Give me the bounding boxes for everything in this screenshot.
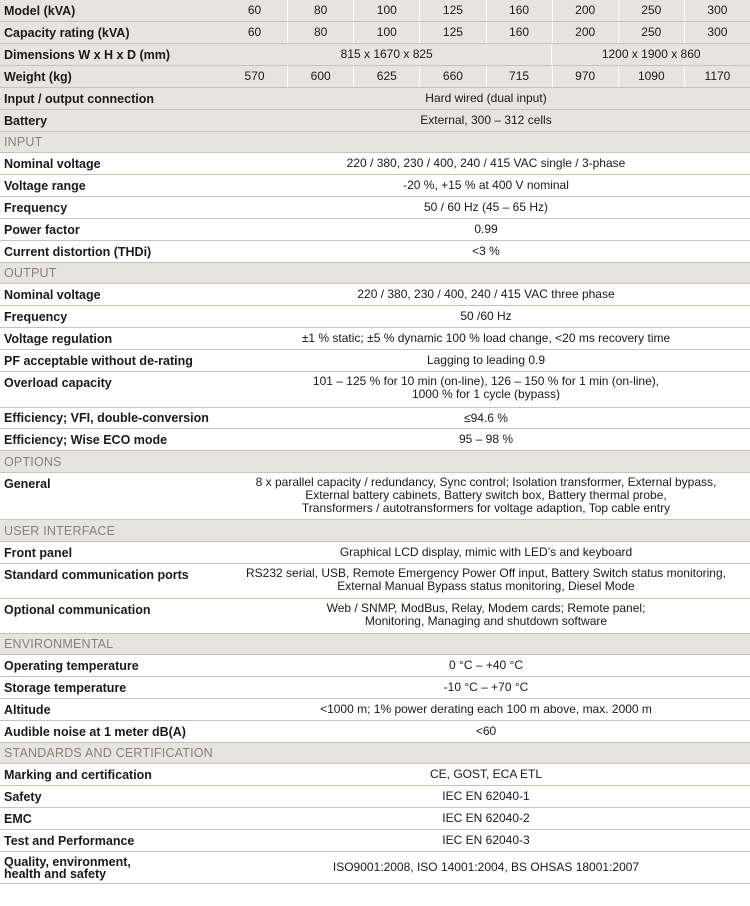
spec-value-lines bbox=[476, 725, 496, 738]
spec-row-emc bbox=[0, 808, 750, 830]
spec-value-line: 50 / 60 Hz (45 – 65 Hz) bbox=[423, 200, 549, 214]
spec-value-line: 95 – 98 % bbox=[458, 432, 514, 446]
spec-cell: 715 bbox=[486, 66, 552, 87]
spec-value-lines bbox=[449, 659, 523, 672]
spec-value-lines bbox=[302, 332, 670, 345]
spec-value-line: 101 – 125 % for 10 min (on-line), 126 – 150 % for 1 min (on-line), bbox=[312, 374, 660, 388]
section-title: STANDARDS AND CERTIFICATION bbox=[4, 746, 213, 760]
spec-value-lines bbox=[347, 157, 626, 170]
spec-value-lines bbox=[442, 790, 529, 803]
spec-cell: 300 bbox=[684, 22, 750, 43]
spec-value-lines bbox=[246, 567, 726, 593]
spec-values bbox=[222, 655, 750, 676]
spec-row-capacity bbox=[0, 22, 750, 44]
spec-label: Frequency bbox=[4, 200, 68, 215]
spec-values bbox=[222, 564, 750, 598]
spec-label: Overload capacity bbox=[4, 376, 112, 390]
spec-value bbox=[222, 721, 750, 742]
spec-value bbox=[222, 350, 750, 371]
spec-row-output-frequency bbox=[0, 306, 750, 328]
spec-value-line: <60 bbox=[475, 724, 497, 738]
spec-value-lines bbox=[442, 812, 529, 825]
spec-value bbox=[222, 677, 750, 698]
spec-value-line: <3 % bbox=[472, 244, 500, 258]
spec-value bbox=[222, 852, 750, 883]
spec-value bbox=[222, 284, 750, 305]
spec-cell: External, 300 – 312 cells bbox=[420, 113, 552, 127]
spec-value-lines bbox=[313, 375, 659, 401]
spec-row-storage-temperature bbox=[0, 677, 750, 699]
spec-value-lines bbox=[327, 602, 646, 628]
spec-value-lines bbox=[474, 223, 497, 236]
section-header-input bbox=[0, 132, 750, 153]
spec-values bbox=[222, 197, 750, 218]
spec-label: Efficiency; Wise ECO mode bbox=[4, 432, 168, 447]
spec-value-lines bbox=[430, 768, 542, 781]
spec-values bbox=[222, 284, 750, 305]
spec-cell: 100 bbox=[353, 0, 419, 21]
spec-label: Standard communication ports bbox=[4, 568, 189, 582]
spec-value bbox=[222, 764, 750, 785]
spec-value bbox=[222, 306, 750, 327]
spec-cell: 1200 x 1900 x 860 bbox=[551, 44, 750, 65]
spec-label: Nominal voltage bbox=[4, 156, 101, 171]
spec-value-lines bbox=[442, 834, 529, 847]
spec-label: Optional communication bbox=[4, 603, 151, 617]
spec-row-dimensions bbox=[0, 44, 750, 66]
spec-value-lines bbox=[459, 433, 513, 446]
spec-values bbox=[222, 219, 750, 240]
spec-label: Nominal voltage bbox=[4, 287, 101, 302]
spec-row-quality-environment bbox=[0, 852, 750, 884]
spec-values bbox=[222, 764, 750, 785]
spec-value bbox=[222, 699, 750, 720]
spec-values bbox=[222, 677, 750, 698]
spec-values bbox=[222, 66, 750, 87]
spec-values bbox=[222, 22, 750, 43]
spec-row-safety bbox=[0, 786, 750, 808]
spec-value-line: Graphical LCD display, mimic with LED’s and keyboard bbox=[339, 545, 633, 559]
spec-value bbox=[222, 153, 750, 174]
spec-values bbox=[222, 830, 750, 851]
spec-values bbox=[222, 110, 750, 131]
spec-row-efficiency-eco bbox=[0, 429, 750, 451]
spec-values bbox=[222, 808, 750, 829]
spec-value-lines bbox=[357, 288, 614, 301]
spec-row-marking-certification bbox=[0, 764, 750, 786]
spec-value bbox=[222, 328, 750, 349]
section-title: ENVIRONMENTAL bbox=[4, 637, 114, 651]
spec-label: Weight (kg) bbox=[4, 69, 72, 84]
spec-label: Quality, environment, health and safety bbox=[4, 854, 131, 881]
spec-value-line: Monitoring, Managing and shutdown software bbox=[364, 614, 608, 628]
spec-label: EMC bbox=[4, 811, 32, 826]
spec-values bbox=[222, 429, 750, 450]
spec-values bbox=[222, 542, 750, 563]
spec-value-line: IEC EN 62040-3 bbox=[442, 833, 530, 847]
spec-row-front-panel bbox=[0, 542, 750, 564]
spec-cell: Hard wired (dual input) bbox=[425, 91, 547, 105]
spec-cell: 100 bbox=[353, 22, 419, 43]
spec-row-general bbox=[0, 473, 750, 520]
spec-value-line: RS232 serial, USB, Remote Emergency Power Off input, Battery Switch status monitoring, bbox=[246, 566, 726, 580]
spec-value-line: Web / SNMP, ModBus, Relay, Modem cards; Remote panel; bbox=[326, 601, 646, 615]
spec-label: Model (kVA) bbox=[4, 3, 76, 18]
spec-row-standard-communication-ports bbox=[0, 564, 750, 599]
spec-row-altitude bbox=[0, 699, 750, 721]
spec-value-lines bbox=[472, 245, 500, 258]
spec-value-lines bbox=[333, 861, 639, 874]
spec-row-input-frequency bbox=[0, 197, 750, 219]
spec-value-line: 50 /60 Hz bbox=[460, 309, 512, 323]
spec-value bbox=[222, 429, 750, 450]
spec-value-line: External Manual Bypass status monitoring, Diesel Mode bbox=[337, 579, 635, 593]
spec-label: Voltage range bbox=[4, 178, 86, 193]
spec-cell: 60 bbox=[247, 25, 262, 39]
spec-value bbox=[222, 219, 750, 240]
spec-values bbox=[222, 306, 750, 327]
spec-value bbox=[222, 808, 750, 829]
spec-values bbox=[222, 852, 750, 883]
spec-value-lines bbox=[464, 412, 508, 425]
section-title: INPUT bbox=[4, 135, 43, 149]
spec-value bbox=[222, 564, 750, 598]
spec-value bbox=[222, 830, 750, 851]
spec-label: Power factor bbox=[4, 222, 80, 237]
spec-value-line: External battery cabinets, Battery switch box, Battery thermal probe, bbox=[305, 488, 667, 502]
spec-values bbox=[222, 372, 750, 407]
spec-cell: 250 bbox=[618, 0, 684, 21]
spec-value-line: 8 x parallel capacity / redundancy, Sync control; Isolation transformer, External bypass, bbox=[255, 475, 717, 489]
spec-values bbox=[222, 328, 750, 349]
spec-value-line: ±1 % static; ±5 % dynamic 100 % load change, <20 ms recovery time bbox=[301, 331, 671, 345]
spec-cell: 60 bbox=[247, 3, 262, 17]
spec-cell: 1170 bbox=[684, 66, 750, 87]
spec-row-efficiency-vfi bbox=[0, 408, 750, 429]
spec-cell: 600 bbox=[287, 66, 353, 87]
spec-label: Operating temperature bbox=[4, 658, 139, 673]
spec-values bbox=[222, 408, 750, 428]
spec-value-line: -20 %, +15 % at 400 V nominal bbox=[403, 178, 569, 192]
spec-values bbox=[222, 699, 750, 720]
spec-cell: 300 bbox=[684, 0, 750, 21]
section-header-environmental bbox=[0, 634, 750, 655]
spec-value bbox=[222, 786, 750, 807]
spec-value-lines bbox=[403, 179, 569, 192]
spec-label: Altitude bbox=[4, 702, 51, 717]
spec-value bbox=[222, 175, 750, 196]
spec-value bbox=[222, 408, 750, 428]
spec-value-lines bbox=[444, 681, 529, 694]
spec-value bbox=[222, 473, 750, 519]
spec-label: Test and Performance bbox=[4, 833, 135, 848]
spec-value-lines bbox=[340, 546, 632, 559]
spec-value-line: 220 / 380, 230 / 400, 240 / 415 VAC single / 3-phase bbox=[346, 156, 626, 170]
spec-values bbox=[222, 44, 750, 65]
spec-row-pf-acceptable bbox=[0, 350, 750, 372]
spec-cell: 1090 bbox=[618, 66, 684, 87]
spec-label: Battery bbox=[4, 113, 48, 128]
spec-value-line: -10 °C – +70 °C bbox=[443, 680, 529, 694]
spec-row-current-distortion bbox=[0, 241, 750, 263]
spec-row-voltage-regulation bbox=[0, 328, 750, 350]
spec-value bbox=[222, 372, 750, 407]
spec-label: Current distortion (THDi) bbox=[4, 244, 152, 259]
spec-label: Safety bbox=[4, 789, 42, 804]
section-header-user-interface bbox=[0, 520, 750, 542]
spec-label: Storage temperature bbox=[4, 680, 127, 695]
spec-row-voltage-range bbox=[0, 175, 750, 197]
spec-value-lines bbox=[256, 476, 717, 515]
spec-cell: 815 x 1670 x 825 bbox=[340, 47, 433, 61]
section-title: OPTIONS bbox=[4, 454, 62, 469]
spec-row-weight bbox=[0, 66, 750, 88]
spec-cell: 125 bbox=[419, 0, 485, 21]
spec-value-line: IEC EN 62040-2 bbox=[442, 811, 530, 825]
spec-value-lines bbox=[320, 703, 652, 716]
spec-value-line: CE, GOST, ECA ETL bbox=[429, 767, 543, 781]
spec-value-line: 0 °C – +40 °C bbox=[449, 658, 523, 672]
spec-value-line: 0.99 bbox=[474, 222, 498, 236]
spec-cell: 970 bbox=[552, 66, 618, 87]
spec-label: Frequency bbox=[4, 309, 68, 324]
spec-values bbox=[222, 350, 750, 371]
spec-value bbox=[222, 655, 750, 676]
spec-values bbox=[222, 786, 750, 807]
spec-value-line: 220 / 380, 230 / 400, 240 / 415 VAC three phase bbox=[357, 287, 615, 301]
spec-values bbox=[222, 599, 750, 633]
spec-value-lines bbox=[424, 201, 548, 214]
spec-cell: 200 bbox=[552, 22, 618, 43]
spec-row-overload-capacity bbox=[0, 372, 750, 408]
spec-value bbox=[222, 197, 750, 218]
spec-row-input-nominal-voltage bbox=[0, 153, 750, 175]
spec-value-line: Lagging to leading 0.9 bbox=[426, 353, 546, 367]
spec-cell: 625 bbox=[353, 66, 419, 87]
spec-row-optional-communication bbox=[0, 599, 750, 634]
spec-row-output-nominal-voltage bbox=[0, 284, 750, 306]
spec-value bbox=[222, 542, 750, 563]
spec-cell: 250 bbox=[618, 22, 684, 43]
spec-label: Dimensions W x H x D (mm) bbox=[4, 47, 170, 62]
spec-value-line: ≤94.6 % bbox=[464, 410, 508, 425]
spec-label: Efficiency; VFI, double-conversion bbox=[4, 411, 209, 425]
spec-cell: 80 bbox=[287, 0, 353, 21]
spec-cell: 160 bbox=[486, 0, 552, 21]
spec-cell: 160 bbox=[486, 22, 552, 43]
spec-row-model bbox=[0, 0, 750, 22]
section-header-output bbox=[0, 263, 750, 284]
spec-label: Voltage regulation bbox=[4, 331, 113, 346]
spec-value-line: ISO9001:2008, ISO 14001:2004, BS OHSAS 18001:2007 bbox=[332, 860, 640, 874]
spec-values bbox=[222, 153, 750, 174]
spec-cell: 660 bbox=[419, 66, 485, 87]
spec-row-io-connection bbox=[0, 88, 750, 110]
spec-value-line: 1000 % for 1 cycle (bypass) bbox=[411, 387, 561, 401]
section-title: OUTPUT bbox=[4, 266, 57, 280]
spec-values bbox=[222, 0, 750, 21]
spec-values bbox=[222, 241, 750, 262]
spec-value-line: IEC EN 62040-1 bbox=[442, 789, 530, 803]
spec-values bbox=[222, 175, 750, 196]
spec-row-test-performance bbox=[0, 830, 750, 852]
spec-value bbox=[222, 599, 750, 633]
spec-label: General bbox=[4, 477, 51, 491]
spec-values bbox=[222, 88, 750, 109]
spec-row-audible-noise bbox=[0, 721, 750, 743]
spec-value bbox=[222, 241, 750, 262]
spec-value-lines bbox=[460, 310, 511, 323]
spec-label: Input / output connection bbox=[4, 91, 154, 106]
spec-value-line: <1000 m; 1% power derating each 100 m above, max. 2000 m bbox=[320, 702, 652, 716]
spec-label: Front panel bbox=[4, 545, 73, 560]
spec-cell: 80 bbox=[287, 22, 353, 43]
section-header-options bbox=[0, 451, 750, 473]
spec-cell: 125 bbox=[419, 22, 485, 43]
spec-value-line: Transformers / autotransformers for voltage adaption, Top cable entry bbox=[301, 501, 671, 515]
spec-values bbox=[222, 721, 750, 742]
spec-label: Capacity rating (kVA) bbox=[4, 25, 130, 40]
spec-values bbox=[222, 473, 750, 519]
spec-row-operating-temperature bbox=[0, 655, 750, 677]
spec-cell: 200 bbox=[552, 0, 618, 21]
section-title: USER INTERFACE bbox=[4, 523, 116, 538]
spec-row-power-factor bbox=[0, 219, 750, 241]
spec-cell: 570 bbox=[244, 69, 265, 83]
spec-label: Marking and certification bbox=[4, 767, 152, 782]
spec-label: Audible noise at 1 meter dB(A) bbox=[4, 724, 186, 739]
spec-row-battery bbox=[0, 110, 750, 132]
spec-value-lines bbox=[427, 354, 545, 367]
section-header-standards bbox=[0, 743, 750, 764]
spec-label: PF acceptable without de-rating bbox=[4, 353, 193, 368]
